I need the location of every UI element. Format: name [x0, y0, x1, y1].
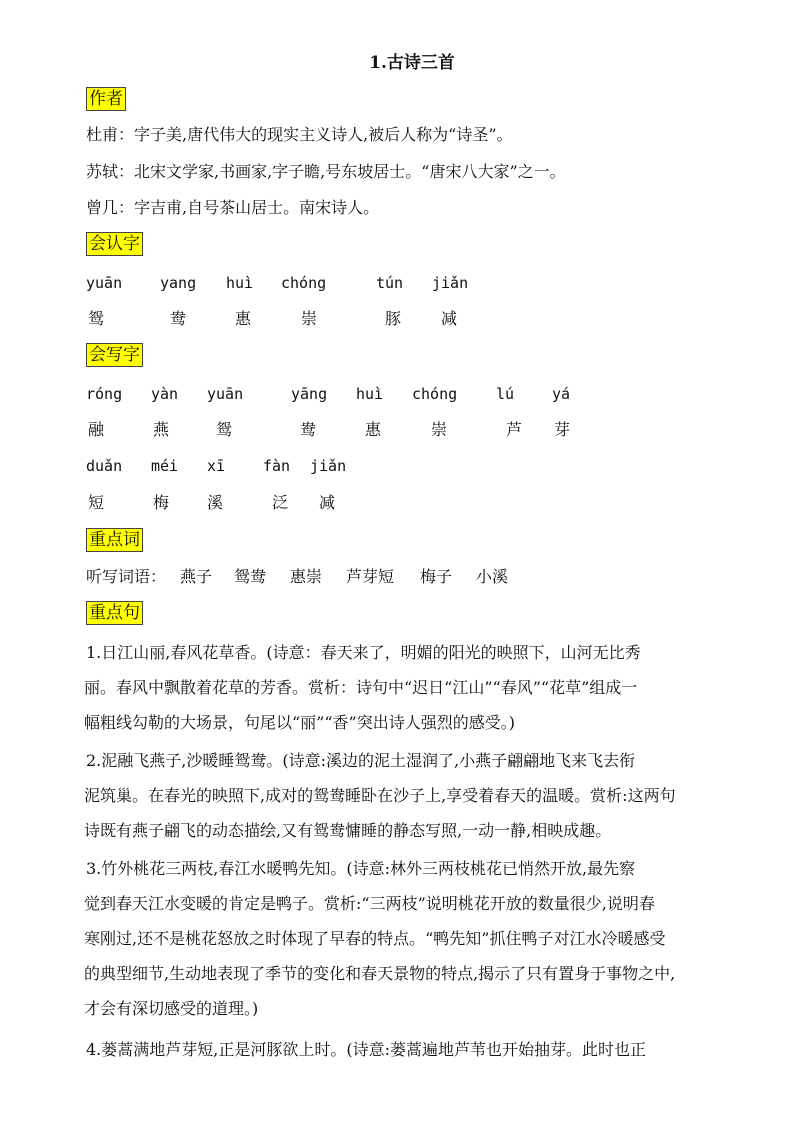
sentence-line: 才会有深切感受的道理。) — [84, 999, 259, 1018]
pinyin: huì — [226, 274, 254, 292]
dictation-word: 梅子 — [420, 567, 453, 586]
dictation-word: 鸳鸯 — [234, 567, 267, 586]
author-line-su-shi: 苏轼：北宋文学家,书画家,字子瞻,号东坡居士。“唐宋八大家”之一。 — [86, 162, 566, 181]
pinyin: tún — [376, 274, 404, 292]
sentence-line: 3.竹外桃花三两枝,春江水暖鸭先知。(诗意:林外三两枝桃花已悄然开放,最先察 — [86, 859, 636, 878]
character: 崇 — [301, 309, 318, 328]
section-tag-author: 作者 — [86, 87, 126, 111]
dictation-word: 惠崇 — [290, 567, 323, 586]
character: 惠 — [365, 420, 382, 439]
character: 溪 — [207, 493, 224, 512]
sentence-line: 寒刚过,还不是桃花怒放之时体现了早春的特点。“鸭先知”抓住鸭子对江水冷暖感受 — [84, 929, 666, 948]
character: 鸯 — [170, 309, 187, 328]
sentence-line: 泥筑巢。在春光的映照下,成对的鸳鸯睡卧在沙子上,享受着春天的温暖。赏析:这两句 — [84, 786, 676, 805]
pinyin: yuān — [86, 274, 123, 292]
pinyin: huì — [356, 385, 384, 403]
pinyin: lú — [496, 385, 515, 403]
pinyin: méi — [151, 457, 179, 475]
character: 融 — [88, 420, 105, 439]
pinyin: róng — [86, 385, 123, 403]
key-sentence-3 — [86, 851, 746, 1026]
character: 短 — [88, 493, 105, 512]
dictation-word: 芦芽短 — [346, 567, 395, 586]
author-line-du-fu: 杜甫：字子美,唐代伟大的现实主义诗人,被后人称为“诗圣”。 — [86, 125, 513, 144]
sentence-line: 1.日江山丽,春风花草香。(诗意：春天来了，明媚的阳光的映照下，山河无比秀 — [86, 643, 641, 662]
dictation-word: 小溪 — [476, 567, 509, 586]
write-chars-row-1 — [0, 418, 794, 442]
pinyin: yá — [552, 385, 571, 403]
pinyin: yàn — [151, 385, 179, 403]
character: 芦 — [506, 420, 523, 439]
character: 鸯 — [300, 420, 317, 439]
section-tag-recognize: 会认字 — [86, 232, 143, 256]
pinyin: chóng — [281, 274, 327, 292]
section-tag-write: 会写字 — [86, 343, 143, 367]
character: 惠 — [235, 309, 252, 328]
character: 芽 — [554, 420, 571, 439]
character: 梅 — [153, 493, 170, 512]
pinyin: jiǎn — [310, 457, 347, 475]
key-sentence-4 — [86, 1032, 746, 1067]
pinyin: fàn — [263, 457, 291, 475]
pinyin: yāng — [291, 385, 328, 403]
character: 泛 — [272, 493, 289, 512]
dictation-word: 燕子 — [180, 567, 213, 586]
pinyin: jiǎn — [432, 274, 469, 292]
sentence-line: 2.泥融飞燕子,沙暖睡鸳鸯。(诗意:溪边的泥土湿润了,小燕子翩翩地飞来飞去衔 — [86, 751, 636, 770]
pinyin: yuān — [207, 385, 244, 403]
key-sentence-1 — [86, 635, 746, 740]
section-tag-keysentences: 重点句 — [86, 601, 143, 625]
dictation-label: 听写词语： — [86, 567, 167, 586]
dictation-row — [0, 565, 794, 589]
write-pinyin-row-1 — [0, 382, 794, 406]
write-chars-row-2 — [0, 491, 794, 515]
key-sentence-2 — [86, 743, 746, 848]
character: 燕 — [153, 420, 170, 439]
character: 减 — [441, 309, 458, 328]
pinyin: chóng — [412, 385, 458, 403]
sentence-line: 丽。春风中飘散着花草的芳香。赏析：诗句中“迟日“江山”“春风”“花草”组成一 — [84, 678, 638, 697]
section-tag-keywords: 重点词 — [86, 528, 143, 552]
character: 豚 — [385, 309, 402, 328]
recognize-chars-row — [0, 307, 794, 331]
page-title: 1.古诗三首 — [369, 53, 455, 73]
pinyin: xī — [207, 457, 226, 475]
pinyin: yang — [160, 274, 197, 292]
sentence-line: 幅粗线勾勒的大场景，句尾以“丽”“香”突出诗人强烈的感受。) — [84, 713, 515, 732]
author-line-zeng-ji: 曾几：字吉甫,自号茶山居士。南宋诗人。 — [86, 198, 380, 217]
sentence-line: 4.蒌蒿满地芦芽短,正是河豚欲上时。(诗意:蒌蒿遍地芦苇也开始抽芽。此时也正 — [86, 1040, 646, 1059]
sentence-line: 觉到春天江水变暖的肯定是鸭子。赏析:“三两枝”说明桃花开放的数量很少,说明春 — [84, 894, 655, 913]
sentence-line: 诗既有燕子翩飞的动态描绘,又有鸳鸯慵睡的静态写照,一动一静,相映成趣。 — [84, 821, 612, 840]
sentence-line: 的典型细节,生动地表现了季节的变化和春天景物的特点,揭示了只有置身于事物之中, — [84, 964, 676, 983]
character: 鸳 — [88, 309, 105, 328]
character: 鸳 — [216, 420, 233, 439]
character: 崇 — [431, 420, 448, 439]
recognize-pinyin-row — [0, 271, 794, 295]
pinyin: duǎn — [86, 457, 123, 475]
character: 减 — [319, 493, 336, 512]
write-pinyin-row-2 — [0, 454, 794, 478]
